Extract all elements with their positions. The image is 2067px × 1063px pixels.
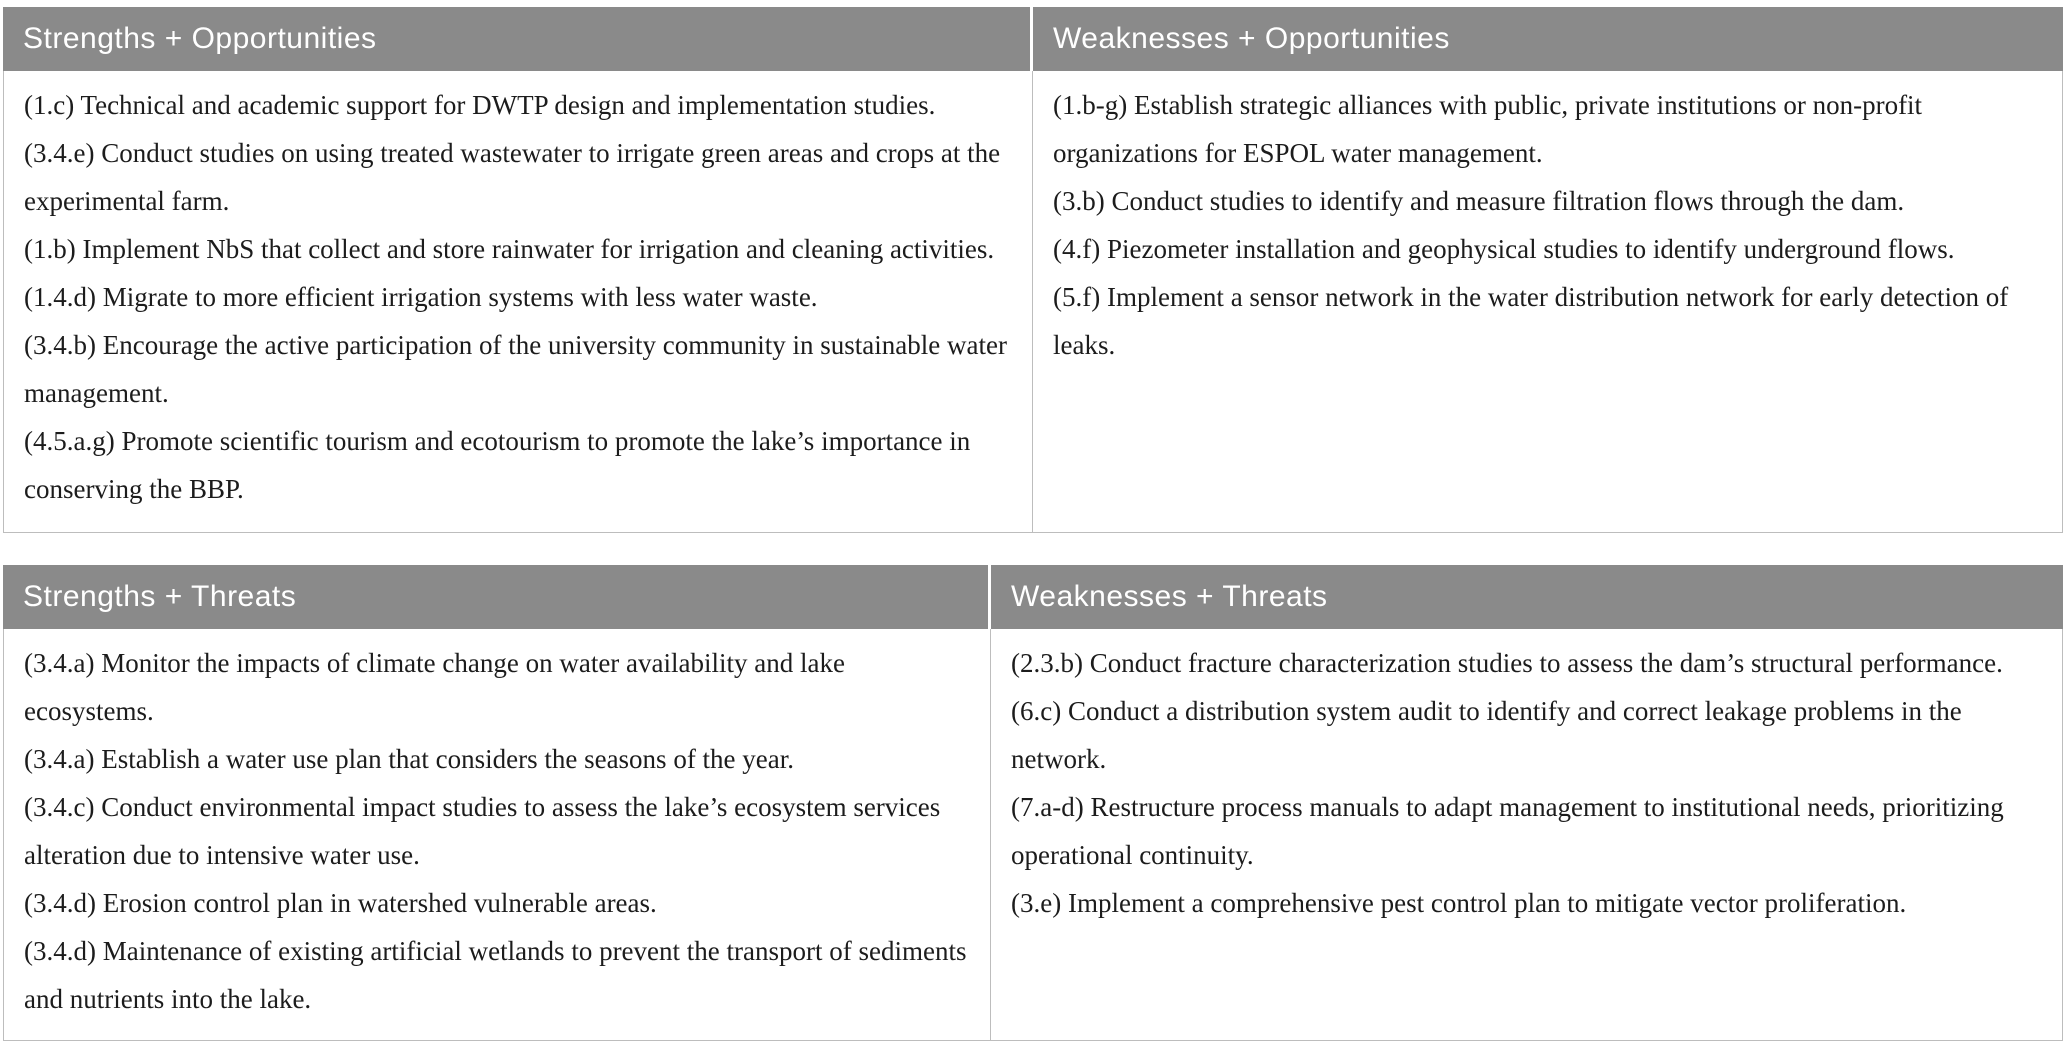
quadrant-title: Strengths + Opportunities (23, 22, 377, 55)
quadrant-title: Weaknesses + Threats (1011, 580, 1328, 613)
quadrant-header-strengths-opportunities (3, 7, 1033, 71)
strategy-item: (3.4.d) Erosion control plan in watershed vulnerable areas. (24, 888, 657, 918)
quadrant-header-weaknesses-threats (991, 565, 2063, 629)
quadrant-body-weaknesses-opportunities (1033, 71, 2063, 533)
threats-header-row (3, 565, 2063, 629)
quadrant-body-strengths-opportunities (3, 71, 1033, 533)
strategy-item: (1.b) Implement NbS that collect and store rainwater for irrigation and cleaning activities. (1.4.d) Migrate to more efficient irrigation systems with less water waste. (24, 234, 995, 312)
threats-body-row (3, 629, 2063, 1041)
quadrant-title: Strengths + Threats (23, 580, 297, 613)
strategy-item: (4.5.a.g) Promote scientific tourism and ecotourism to promote the lake’s importance in conserving the BBP. (24, 426, 971, 504)
quadrant-header-weaknesses-opportunities (1033, 7, 2063, 71)
strategy-item: (2.3.b) Conduct fracture characterization studies to assess the dam’s structural performance. (1011, 648, 2003, 678)
quadrant-body-strengths-threats (3, 629, 991, 1041)
strategy-item: (3.4.b) Encourage the active participation of the university community in sustainable water management. (24, 330, 1007, 408)
quadrant-header-strengths-threats (3, 565, 991, 629)
strategy-item: (3.b) Conduct studies to identify and measure filtration flows through the dam. (1053, 186, 1905, 216)
strategy-item: (3.4.a) Establish a water use plan that considers the seasons of the year. (24, 744, 795, 774)
strategy-item: (4.f) Piezometer installation and geophysical studies to identify underground flows. (1053, 234, 1955, 264)
strategy-item: (3.4.e) Conduct studies on using treated wastewater to irrigate green areas and crops at the experimental farm. (24, 138, 1001, 216)
strategy-item: (3.4.a) Monitor the impacts of climate change on water availability and lake ecosystems. (24, 648, 845, 726)
strategy-item: (6.c) Conduct a distribution system audit to identify and correct leakage problems in the network. (1011, 696, 1962, 774)
quadrant-body-weaknesses-threats (991, 629, 2063, 1041)
opportunities-header-row (3, 7, 2063, 71)
strategy-item: (7.a-d) Restructure process manuals to adapt management to institutional needs, prioritizing operational continuity. (1011, 792, 2004, 870)
quadrant-title: Weaknesses + Opportunities (1053, 22, 1450, 55)
opportunities-body-row (3, 71, 2063, 533)
strategy-item: (5.f) Implement a sensor network in the water distribution network for early detection of leaks. (1053, 282, 2009, 360)
strategy-item: (3.4.c) Conduct environmental impact studies to assess the lake’s ecosystem services alteration due to intensive water use. (24, 792, 941, 870)
strategy-item: (3.e) Implement a comprehensive pest control plan to mitigate vector proliferation. (1011, 888, 1907, 918)
strategy-item: (1.c) Technical and academic support for DWTP design and implementation studies. (24, 90, 936, 120)
strategy-item: (3.4.d) Maintenance of existing artificial wetlands to prevent the transport of sediments and nutrients into the lake. (24, 936, 967, 1014)
opportunities-table (3, 7, 2063, 533)
threats-table (3, 565, 2063, 1041)
strategy-item: (1.b-g) Establish strategic alliances with public, private institutions or non-profit organizations for ESPOL water management. (1053, 90, 1923, 168)
